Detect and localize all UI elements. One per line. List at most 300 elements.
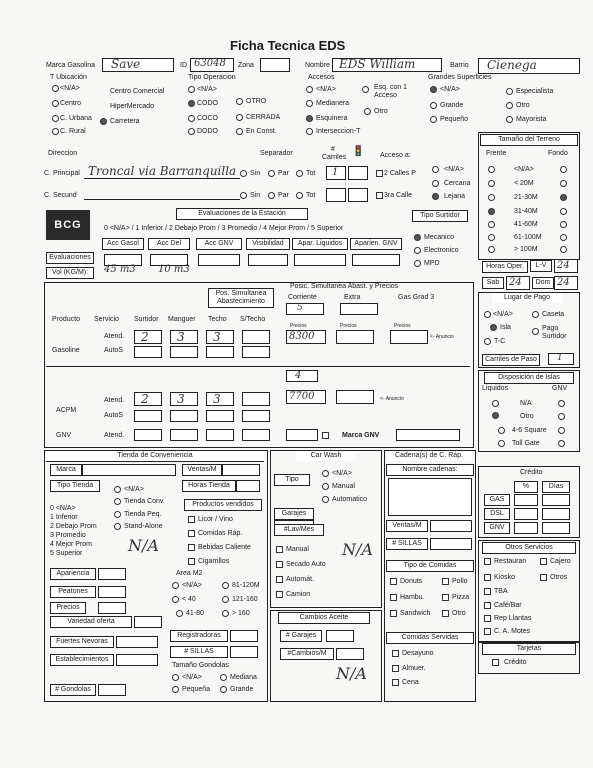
otro-kiosko-check[interactable] [484, 574, 491, 581]
operacion-dodo-radio[interactable] [188, 128, 195, 135]
area-40-radio[interactable] [172, 596, 179, 603]
accesos-esquinera-radio[interactable] [306, 115, 313, 122]
eval-acc-gnv-field[interactable] [198, 254, 240, 266]
acpm-autos-surtidor[interactable] [134, 410, 162, 422]
ubicacion-urbana-label: C. Urbana [60, 115, 92, 122]
secund-tot-radio[interactable] [296, 192, 303, 199]
carwash-auto-label: Automatico [332, 496, 368, 503]
grandes-especialista-label: Especialista [516, 88, 554, 95]
ubicacion-rural-label: C. Rural [60, 128, 86, 135]
gasoline-surtidor-field[interactable] [134, 330, 162, 344]
islas-na-gnv-radio[interactable] [558, 400, 565, 407]
tipo-comidas-header: Tipo de Comidas [386, 560, 474, 572]
gnv-stecho-field[interactable] [242, 429, 270, 441]
neveras-field[interactable] [116, 636, 158, 648]
islas-toll-label: Toll Gate [512, 440, 540, 447]
accesos-esq-radio[interactable] [362, 86, 369, 93]
comida-otro-check[interactable] [442, 610, 449, 617]
pos-precios-label: Posic. Simultanea Abast. y Precios [290, 283, 399, 290]
accesos-otro-label: Otro [374, 108, 388, 115]
frente-na-radio[interactable] [488, 166, 495, 173]
operacion-cerrada-radio[interactable] [236, 114, 243, 121]
credito-dias-label: Días [542, 481, 570, 493]
surtidor-electronico-radio[interactable] [414, 247, 421, 254]
islas-otro-label: Otro [520, 413, 534, 420]
pago-caseta-radio[interactable] [532, 311, 539, 318]
carwash-auto-radio[interactable] [322, 496, 329, 503]
comida-pollo-label: Pollo [452, 578, 468, 585]
acpm-autos-techo[interactable] [206, 410, 234, 422]
area-81-label: 81-120M [232, 582, 260, 589]
fuel-divider [46, 366, 470, 367]
area-160-radio[interactable] [222, 610, 229, 617]
islas-square-gnv-radio[interactable] [558, 427, 565, 434]
operacion-coco-label: COCO [197, 115, 218, 122]
traffic-light-icon: 🚦 [352, 146, 365, 157]
horas-lv-value: 24 [557, 260, 570, 271]
precios-label-2: Precios [340, 323, 357, 329]
carwash-automat-check[interactable] [276, 576, 283, 583]
acpm-autos-manguer[interactable] [170, 410, 198, 422]
gondolas-field[interactable] [98, 684, 126, 696]
grandes-grande-radio[interactable] [430, 102, 437, 109]
gasoline-stecho-field[interactable] [242, 330, 270, 344]
neveras-label: Fuertes Nevoras [50, 636, 114, 648]
nombre-label: Nombre [305, 62, 330, 69]
credito-dsl-pct[interactable] [514, 508, 538, 520]
barrio-field[interactable] [478, 58, 580, 74]
credito-dsl-dias[interactable] [542, 508, 570, 520]
fondo-max-radio[interactable] [560, 246, 567, 253]
fondo-60-radio[interactable] [560, 221, 567, 228]
islas-na-liq-radio[interactable] [492, 400, 499, 407]
registradoras-label: Registradoras [170, 630, 228, 642]
evaluaciones-row-label: Evaluaciones [46, 252, 94, 264]
pago-tc-radio[interactable] [484, 338, 491, 345]
grandes-mayorista-radio[interactable] [506, 116, 513, 123]
operacion-otro-radio[interactable] [236, 98, 243, 105]
area-41-label: 41-80 [186, 610, 204, 617]
cadena-nombre-field[interactable] [388, 478, 472, 516]
cadena-ventas-label: Ventas/M [386, 520, 428, 532]
area-na-radio[interactable] [172, 582, 179, 589]
otro-llantas-label: Rep Llantas [494, 615, 532, 622]
fondo-20-radio[interactable] [560, 180, 567, 187]
dos-calles-check[interactable] [376, 170, 383, 177]
grandes-label: Grandes Superficies [428, 74, 492, 81]
horas-lv-field[interactable] [554, 259, 578, 273]
frente-60-radio[interactable] [488, 221, 495, 228]
area-label: Area M2 [176, 570, 203, 577]
acpm-precio-value: 7700 [289, 391, 315, 402]
frente-max-radio[interactable] [488, 246, 495, 253]
aceite-garajes-field[interactable] [326, 630, 354, 642]
operacion-const-radio[interactable] [236, 128, 243, 135]
direccion-label: Direccion [48, 150, 78, 157]
eval-aparien-gnv-field[interactable] [352, 254, 400, 266]
precios-tienda-field[interactable] [98, 602, 126, 614]
ubicacion-na-radio[interactable] [52, 85, 59, 92]
marca-value: Save [111, 57, 141, 71]
tercera-label: 3ra Calle [384, 192, 413, 199]
credito-header: Crédito [520, 469, 543, 476]
apariencia-field[interactable] [98, 568, 126, 580]
gasoline-precio-grad3[interactable] [390, 330, 428, 344]
terreno-60-label: 41-60M [514, 221, 538, 228]
secund-carriles-field-2[interactable] [348, 188, 368, 202]
acpm-precio-extra[interactable] [336, 390, 374, 404]
horas-sab-value: 24 [509, 277, 522, 288]
gondolas-label: # Gondolas [50, 684, 96, 696]
tienda-scale-1: 1 Inferior [50, 514, 78, 521]
tienda-scale-5: 5 Superior [50, 550, 83, 557]
zona-field[interactable] [260, 58, 290, 72]
acpm-techo-field[interactable] [206, 392, 234, 406]
otro-otros-label: Otros [550, 574, 568, 581]
operacion-coco-radio[interactable] [188, 115, 195, 122]
comida-otro-label: Otro [452, 610, 466, 617]
frente-30-radio[interactable] [488, 194, 495, 201]
acceso-cercana-radio[interactable] [432, 180, 439, 187]
islas-otro-gnv-radio[interactable] [558, 413, 565, 420]
otro-cajero-check[interactable] [540, 558, 547, 565]
horas-dom-field[interactable] [554, 276, 578, 290]
islas-header: Disposición de Islas [484, 372, 574, 384]
establecimientos-field[interactable] [116, 654, 158, 666]
gondola-grande-radio[interactable] [220, 686, 227, 693]
area-121-radio[interactable] [222, 596, 229, 603]
principal-carriles-field[interactable] [326, 166, 346, 180]
carwash-camion-check[interactable] [276, 591, 283, 598]
otro-cafe-check[interactable] [484, 602, 491, 609]
accesos-label: Accesos [308, 74, 335, 81]
carwash-garajes-label: Garajes [274, 508, 314, 520]
secund-par-radio[interactable] [268, 192, 275, 199]
tienda-marca-field[interactable] [82, 464, 176, 476]
operacion-cerrada-label: CERRADA [246, 114, 281, 121]
servida-cena-check[interactable] [392, 679, 399, 686]
fondo-40-radio[interactable] [560, 208, 567, 215]
secund-carriles-field[interactable] [326, 188, 346, 202]
eval-visibilidad-field[interactable] [248, 254, 288, 266]
extra-label: Extra [344, 294, 361, 301]
comida-sandwich-check[interactable] [390, 610, 397, 617]
frente-20-radio[interactable] [488, 180, 495, 187]
accesos-medianera-label: Medianera [316, 100, 350, 107]
carwash-manual-check-label: Manual [286, 546, 309, 553]
grandes-na-radio[interactable] [430, 86, 437, 93]
tarjeta-credito-check[interactable] [492, 659, 499, 666]
principal-carriles-field-2[interactable] [348, 166, 368, 180]
eval-col-acc-del: Acc Del [148, 238, 190, 250]
fondo-100-radio[interactable] [560, 234, 567, 241]
gondola-mediana-radio[interactable] [220, 674, 227, 681]
ubicacion-centro-label: Centro [60, 100, 82, 107]
grandes-pequeno-radio[interactable] [430, 116, 437, 123]
acpm-autos-stecho[interactable] [242, 410, 270, 422]
apariencia-label: Apariencia [50, 568, 96, 580]
tienda-stand-label: Stand-Alone [124, 523, 163, 530]
servida-desayuno-check[interactable] [392, 650, 399, 657]
pago-tc-label: T-C [494, 338, 506, 345]
extra-pos-field[interactable] [340, 303, 378, 315]
otro-tba-check[interactable] [484, 588, 491, 595]
col-producto: Producto [52, 316, 81, 323]
islas-toll-liq-radio[interactable] [498, 440, 505, 447]
credito-gas-pct[interactable] [514, 494, 538, 506]
comida-hambu-check[interactable] [390, 594, 397, 601]
corriente-pos-field[interactable] [286, 303, 324, 315]
credito-gnv-dias[interactable] [542, 522, 570, 534]
acceso-a-label: Acceso a: [380, 152, 411, 159]
tercera-check[interactable] [376, 192, 383, 199]
fondo-30-radio[interactable] [560, 194, 567, 201]
frente-100-radio[interactable] [488, 234, 495, 241]
gasoline-precio-extra[interactable] [336, 330, 374, 344]
accesos-medianera-radio[interactable] [306, 100, 313, 107]
credito-gas-label: GAS [484, 494, 510, 506]
otro-restauran-check[interactable] [484, 558, 491, 565]
horas-tienda-label: Horas Tienda [182, 480, 236, 492]
gasoline-techo-value: 3 [213, 330, 221, 344]
acpm-pos-field[interactable] [286, 370, 318, 382]
marca-field[interactable] [102, 58, 174, 72]
grandes-especialista-radio[interactable] [506, 88, 513, 95]
tienda-ventas-label: Ventas/M [182, 464, 222, 476]
gasoline-autos-techo[interactable] [206, 346, 234, 358]
gasoline-autos-surtidor[interactable] [134, 346, 162, 358]
tienda-ventas-field[interactable] [222, 464, 260, 476]
peatones-field[interactable] [98, 586, 126, 598]
secund-line [84, 199, 240, 200]
servida-cena-label: Cena [402, 679, 419, 686]
otro-cafe-label: Café/Bar [494, 602, 522, 609]
carwash-tipo-label: Tipo [274, 474, 310, 486]
credito-pct-label: % [514, 481, 538, 493]
horas-dom-value: 24 [557, 277, 570, 288]
area-41-radio[interactable] [176, 610, 183, 617]
marca-gnv-field[interactable] [396, 429, 460, 441]
gnv-manguer-field[interactable] [170, 429, 198, 441]
vol-value-1: 45 m3 [104, 264, 136, 275]
pago-surtidor-radio[interactable] [532, 328, 539, 335]
carwash-header: Car Wash [296, 451, 356, 461]
zona-label: Zona [238, 62, 254, 69]
otro-tba-label: TBA [494, 588, 508, 595]
gasoline-atend-label: Atend. [104, 333, 125, 340]
grandes-otro-label: Otro [516, 102, 530, 109]
comida-pollo-check[interactable] [442, 578, 449, 585]
horas-tienda-field[interactable] [236, 480, 260, 492]
acpm-precio-corriente[interactable] [286, 390, 326, 404]
gasoline-autos-stecho[interactable] [242, 346, 270, 358]
principal-value: Troncal via Barranquilla [88, 164, 237, 178]
area-160-label: > 160 [232, 610, 250, 617]
islas-square-label: 4-6 Square [512, 427, 547, 434]
comida-donuts-check[interactable] [390, 578, 397, 585]
horas-sab-field[interactable] [506, 276, 530, 290]
nombre-field[interactable] [332, 58, 442, 72]
accesos-na-label: <N/A> [316, 86, 336, 93]
marca-gnv-check[interactable] [322, 432, 329, 439]
islas-otro-liq-radio[interactable] [492, 412, 499, 419]
pago-caseta-label: Caseta [542, 311, 565, 318]
otro-motes-check[interactable] [484, 628, 491, 635]
precios-label-3: Precios [394, 323, 411, 329]
pago-na-label: <N/A> [493, 311, 513, 318]
ubicacion-rural-radio[interactable] [52, 128, 59, 135]
acceso-lejana-radio[interactable] [432, 193, 439, 200]
accesos-otro-radio[interactable] [364, 108, 371, 115]
gondola-na-radio[interactable] [172, 674, 179, 681]
acpm-manguer-field[interactable] [170, 392, 198, 406]
secund-sin-radio[interactable] [240, 192, 247, 199]
otro-restauran-label: Restauran [494, 558, 527, 565]
area-81-radio[interactable] [222, 582, 229, 589]
carriles-paso-field[interactable] [548, 353, 574, 365]
tienda-na-radio[interactable] [114, 486, 121, 493]
tienda-na-handwritten: N/A [128, 536, 159, 555]
gasoline-precio-corriente[interactable] [286, 330, 326, 344]
carwash-secado-check[interactable] [276, 561, 283, 568]
ubicacion-urbana-radio[interactable] [52, 115, 59, 122]
gondola-pequena-radio[interactable] [172, 686, 179, 693]
servida-desayuno-label: Desayuno [402, 650, 434, 657]
fondo-na-radio[interactable] [560, 166, 567, 173]
id-field[interactable] [190, 58, 234, 72]
servida-almuer-label: Almuer. [402, 665, 426, 672]
principal-sin-label: Sin [250, 170, 261, 177]
eval-col-acc-gnv: Acc GNV [196, 238, 242, 250]
tienda-stand-radio[interactable] [114, 523, 121, 530]
otro-motes-label: C. A. Motes [494, 628, 531, 635]
carwash-na-handwritten: N/A [342, 540, 373, 559]
principal-tot-radio[interactable] [296, 170, 303, 177]
col-surtidor: Surtidor [134, 316, 159, 323]
tienda-scale-4: 4 Mejor Prom [50, 541, 93, 548]
acceso-na-label: <N/A> [444, 166, 464, 173]
gas-grad3-label: Gas Grad 3 [398, 294, 435, 301]
eval-apar-liquidos-field[interactable] [294, 254, 346, 266]
gasoline-precio-value: 8300 [289, 331, 315, 342]
gnv-techo-field[interactable] [206, 429, 234, 441]
frente-40-radio[interactable] [488, 208, 495, 215]
principal-tot-label: Tot [306, 170, 316, 177]
otro-cajero-label: Cajero [550, 558, 571, 565]
prod-bebidas-check[interactable] [188, 544, 195, 551]
principal-par-radio[interactable] [268, 170, 275, 177]
grandes-pequeno-label: Pequeño [440, 116, 469, 123]
ubicacion-centro-radio[interactable] [52, 100, 59, 107]
ubicacion-cc-label: Centro Comercial [110, 88, 165, 95]
carwash-manual-radio[interactable] [322, 483, 329, 490]
prod-comidas-check[interactable] [188, 530, 195, 537]
acpm-stecho-field[interactable] [242, 392, 270, 406]
islas-gnv-label: GNV [552, 385, 568, 392]
peatones-label: Peatones [50, 586, 96, 598]
marca-label: Marca Gasolina [46, 62, 96, 69]
carwash-manual-check[interactable] [276, 546, 283, 553]
variedad-field[interactable] [134, 616, 162, 628]
terreno-na-label: <N/A> [514, 166, 534, 173]
carriles-paso-value: 1 [557, 353, 563, 363]
otro-otros-check[interactable] [540, 574, 547, 581]
eval-col-acc-gasol: Acc Gasol [102, 238, 144, 250]
form-title: Ficha Tecnica EDS [230, 38, 346, 53]
terreno-100-label: 61-100M [514, 234, 542, 241]
gasoline-anuncio-label: <- Anuncio [430, 334, 454, 340]
eval-col-visibilidad: Visibilidad [246, 238, 290, 250]
acceso-na-radio[interactable] [432, 166, 439, 173]
gondola-pequena-label: Pequeña [182, 686, 211, 693]
prod-cigarrillos-check[interactable] [188, 558, 195, 565]
otro-llantas-check[interactable] [484, 615, 491, 622]
acpm-label: ACPM [56, 407, 77, 414]
tienda-peq-radio[interactable] [114, 511, 121, 518]
ubicacion-label: T Ubicación [50, 74, 87, 81]
gasoline-autos-manguer[interactable] [170, 346, 198, 358]
corriente-pos-value: 5 [297, 303, 303, 313]
accesos-na-radio[interactable] [306, 86, 313, 93]
comida-pizza-check[interactable] [442, 594, 449, 601]
cadena-ventas-field[interactable] [430, 520, 472, 532]
tienda-sillas-label: # SILLAS [170, 646, 228, 658]
surtidor-electronico-label: Electronico [424, 247, 459, 254]
credito-gas-dias[interactable] [542, 494, 570, 506]
terreno-header: Tamaño del Terreno [480, 134, 578, 146]
area-40-label: < 40 [182, 596, 196, 603]
ubicacion-carretera-radio[interactable] [100, 118, 107, 125]
cadena-nombre-label: Nombre cadenas: [386, 464, 474, 476]
credito-gnv-pct[interactable] [514, 522, 538, 534]
carwash-camion-label: Camion [286, 591, 311, 598]
cadena-sillas-field[interactable] [430, 538, 472, 550]
pago-isla-radio[interactable] [490, 324, 497, 331]
operacion-codo-radio[interactable] [188, 100, 195, 107]
aceite-cambios-field[interactable] [336, 648, 364, 660]
operacion-dodo-label: DODO [197, 128, 218, 135]
grandes-otro-radio[interactable] [506, 102, 513, 109]
operacion-na-radio[interactable] [188, 86, 195, 93]
gnv-precio-field[interactable] [286, 429, 318, 441]
islas-square-liq-radio[interactable] [498, 427, 505, 434]
bcg-logo: BCG [46, 210, 90, 240]
registradoras-field[interactable] [230, 630, 258, 642]
carwash-na-radio[interactable] [322, 470, 329, 477]
acpm-surtidor-field[interactable] [134, 392, 162, 406]
tipo-tienda-label: Tipo Tienda [50, 480, 100, 492]
gasoline-manguer-field[interactable] [170, 330, 198, 344]
prod-licor-check[interactable] [188, 516, 195, 523]
carwash-manual-label: Manual [332, 483, 355, 490]
islas-toll-gnv-radio[interactable] [558, 440, 565, 447]
pago-na-radio[interactable] [484, 311, 491, 318]
id-value: 63048 [194, 58, 226, 69]
surtidor-mecanico-radio[interactable] [414, 234, 421, 241]
tienda-conv-radio[interactable] [114, 498, 121, 505]
gasoline-techo-field[interactable] [206, 330, 234, 344]
barrio-label: Barrio [450, 62, 469, 69]
accesos-intersec-radio[interactable] [306, 128, 313, 135]
secund-label: C. Secund [44, 192, 77, 199]
tienda-sillas-field[interactable] [230, 646, 258, 658]
principal-label: C. Principal [44, 170, 80, 177]
gnv-surtidor-field[interactable] [134, 429, 162, 441]
servida-almuer-check[interactable] [392, 665, 399, 672]
principal-par-label: Par [278, 170, 289, 177]
principal-sin-radio[interactable] [240, 170, 247, 177]
surtidor-mpd-radio[interactable] [414, 260, 421, 267]
